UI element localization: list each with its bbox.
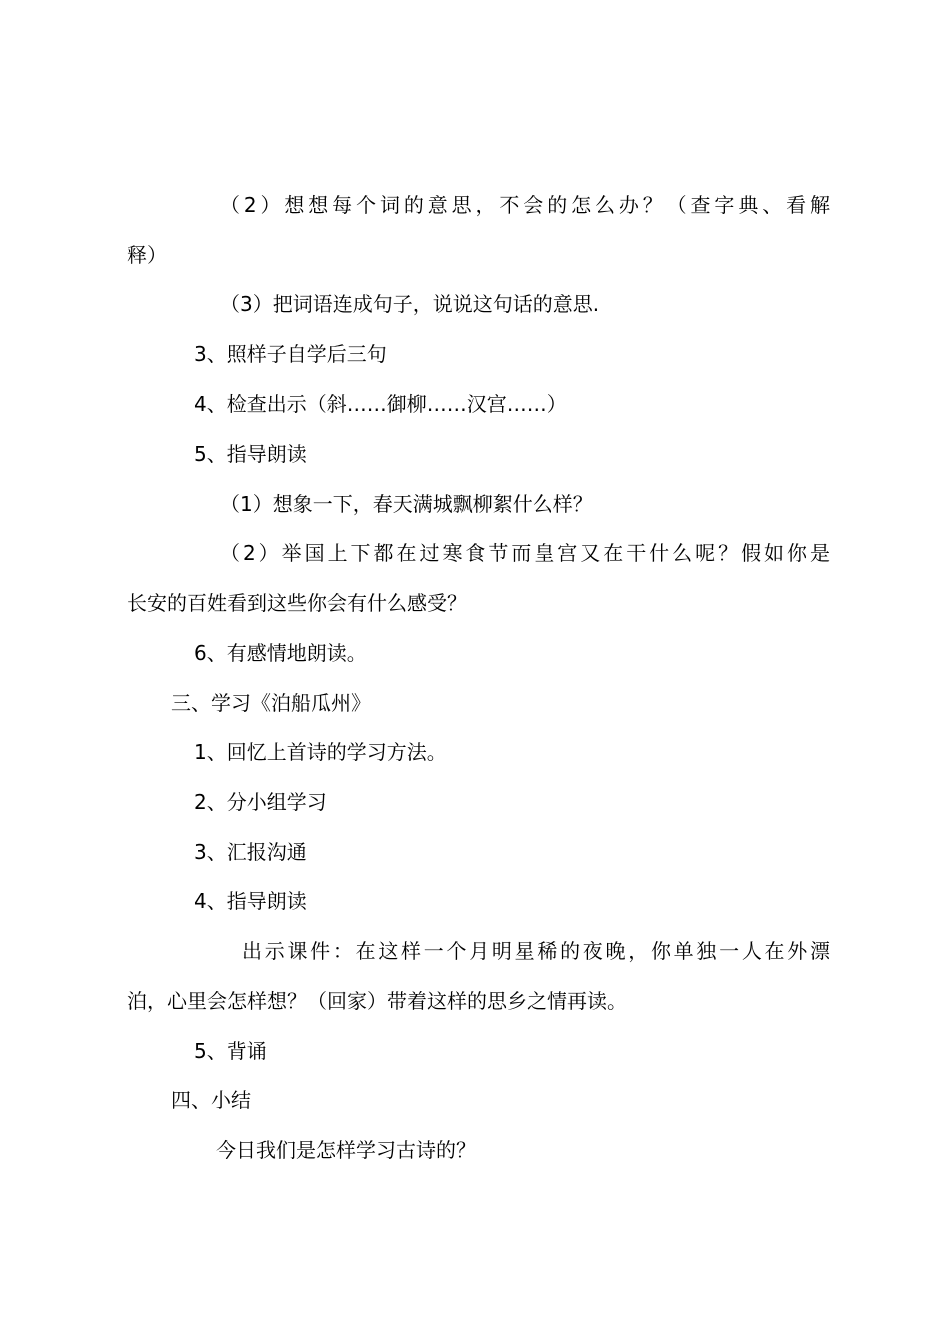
paragraph-line: 出示课件：在这样一个月明星稀的夜晚，你单独一人在外漂 <box>242 939 830 963</box>
list-item: 2、分小组学习 <box>194 790 327 814</box>
paragraph-line: 泊，心里会怎样想？（回家）带着这样的思乡之情再读。 <box>127 989 627 1013</box>
list-item: 5、背诵 <box>194 1039 267 1063</box>
paragraph-line: 释） <box>127 243 167 267</box>
list-item: 4、指导朗读 <box>194 889 307 913</box>
list-item: 6、有感情地朗读。 <box>194 641 367 665</box>
list-item: 3、照样子自学后三句 <box>194 342 387 366</box>
list-item: 1、回忆上首诗的学习方法。 <box>194 740 447 764</box>
list-item: 3、汇报沟通 <box>194 840 307 864</box>
paragraph-line: （2）想想每个词的意思，不会的怎么办？（查字典、看解 <box>220 193 830 217</box>
paragraph-line: 今日我们是怎样学习古诗的？ <box>216 1138 476 1162</box>
sub-list-item: （1）想象一下，春天满城飘柳絮什么样？ <box>220 492 593 516</box>
paragraph-line: （3）把词语连成句子，说说这句话的意思. <box>220 292 600 316</box>
section-heading: 四、小结 <box>171 1088 251 1112</box>
list-item: 4、检查出示（斜……御柳……汉宫……） <box>194 392 567 416</box>
paragraph-line: 长安的百姓看到这些你会有什么感受？ <box>127 591 467 615</box>
sub-list-item: （2）举国上下都在过寒食节而皇宫又在干什么呢？假如你是 <box>220 541 830 565</box>
section-heading: 三、学习《泊船瓜州》 <box>171 691 371 715</box>
list-item: 5、指导朗读 <box>194 442 307 466</box>
